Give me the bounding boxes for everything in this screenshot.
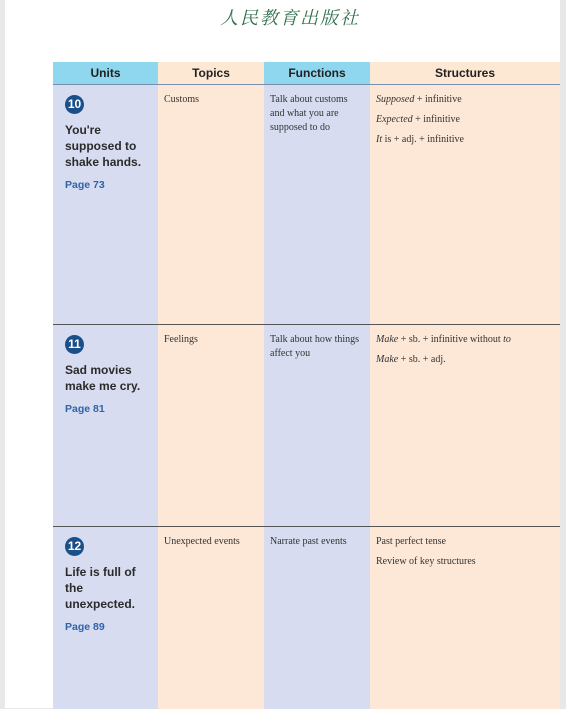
structure-item: Past perfect tense: [376, 536, 446, 547]
structures-cell: [370, 527, 560, 709]
structure-item: Make + sb. + infinitive without to: [376, 334, 511, 345]
unit-title: You're supposed to shake hands.: [65, 123, 142, 169]
function-cell: [264, 527, 370, 709]
function-cell: [264, 325, 370, 527]
header-topics: Topics: [158, 62, 264, 85]
header-functions: Functions: [264, 62, 370, 85]
header-structures: Structures: [370, 62, 560, 85]
unit-cell: [53, 85, 158, 325]
topic-text: Unexpected events: [164, 536, 240, 547]
textbook-page: [5, 0, 560, 708]
topic-cell: [158, 325, 264, 527]
topic-cell: [158, 527, 264, 709]
function-cell: [264, 85, 370, 325]
unit-number-badge: 10: [65, 95, 84, 114]
table-row: [53, 325, 560, 527]
unit-title: Life is full of the unexpected.: [65, 565, 136, 611]
publisher-logo: 人民教育出版社: [220, 8, 360, 29]
unit-page-link[interactable]: Page 73: [65, 179, 105, 191]
contents-table: [53, 62, 560, 709]
topic-cell: [158, 85, 264, 325]
unit-cell: [53, 527, 158, 709]
structure-item: Review of key structures: [376, 556, 476, 567]
function-text: Talk about customs and what you are supposed to do: [270, 94, 348, 133]
structures-cell: [370, 325, 560, 527]
unit-page-link[interactable]: Page 89: [65, 621, 105, 633]
unit-number-badge: 11: [65, 335, 84, 354]
topic-text: Customs: [164, 94, 200, 105]
structures-cell: [370, 85, 560, 325]
table-row: [53, 527, 560, 709]
structure-item: Make + sb. + adj.: [376, 354, 446, 365]
structure-item: Supposed + infinitive: [376, 94, 462, 105]
unit-page-link[interactable]: Page 81: [65, 403, 105, 415]
unit-cell: [53, 325, 158, 527]
header-units: Units: [53, 62, 158, 85]
unit-title: Sad movies make me cry.: [65, 363, 141, 393]
topic-text: Feelings: [164, 334, 198, 345]
function-text: Narrate past events: [270, 536, 347, 547]
header-row: [53, 62, 560, 85]
unit-number-badge: 12: [65, 537, 84, 556]
function-text: Talk about how things affect you: [270, 334, 360, 359]
structure-item: Expected + infinitive: [376, 114, 460, 125]
structure-item: It is + adj. + infinitive: [376, 134, 464, 145]
table-row: [53, 85, 560, 325]
